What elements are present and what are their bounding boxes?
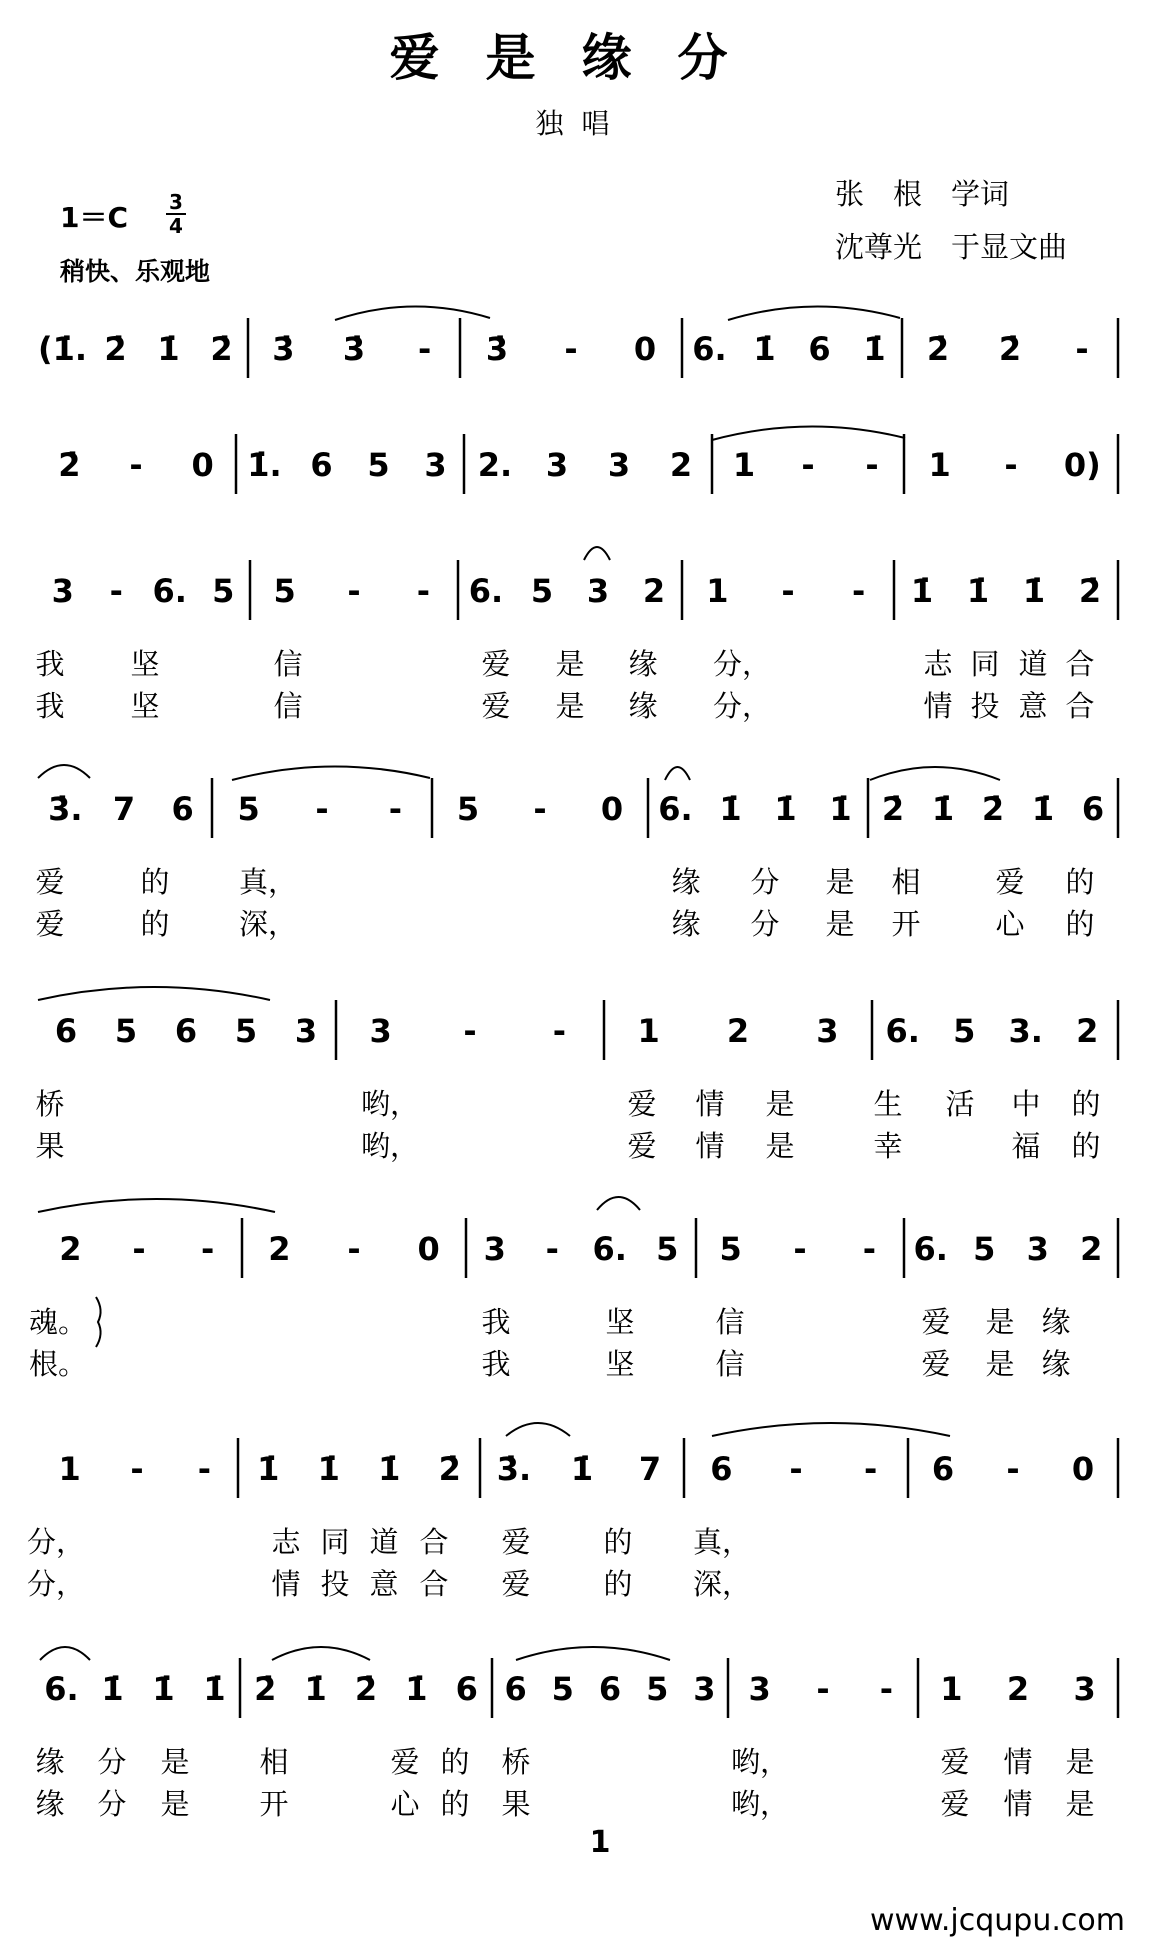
- lyric-char: 的: [1065, 907, 1095, 941]
- lyric-char: 真，: [238, 865, 298, 899]
- note: 1̇: [317, 1450, 340, 1488]
- note: 6.: [592, 1230, 627, 1268]
- lyric-char: 的: [140, 907, 170, 941]
- song-subtitle: 独唱: [535, 107, 628, 140]
- note: 1: [706, 572, 729, 610]
- note: 2: [1006, 1670, 1030, 1708]
- lyric-char: 是: [825, 865, 855, 899]
- note: -: [315, 790, 329, 828]
- lyric-char: 福: [1011, 1129, 1041, 1163]
- note: 2̇: [104, 330, 127, 368]
- lyric-char: 哟，: [360, 1129, 420, 1163]
- note: 2̇: [881, 790, 905, 828]
- note: -: [130, 1450, 144, 1488]
- lyric-char: 爱: [995, 865, 1025, 899]
- note: -: [109, 572, 123, 610]
- note: 2̇: [254, 1670, 277, 1708]
- note: 1̇: [257, 1450, 280, 1488]
- note: -: [347, 1230, 361, 1268]
- note: 0: [633, 330, 657, 368]
- slur: [712, 1423, 950, 1436]
- lyric-char: 相: [891, 865, 921, 899]
- lyric-char: 果: [501, 1787, 531, 1821]
- lyric-char: 爱: [35, 865, 65, 899]
- note: 0: [600, 790, 624, 828]
- tempo-marking: 稍快、乐观地: [60, 257, 211, 286]
- lyric-char: 活: [945, 1087, 975, 1121]
- note: 1̇: [774, 790, 797, 828]
- note: -: [862, 1230, 876, 1268]
- time-signature-top: 3: [169, 190, 183, 214]
- note: 3: [748, 1670, 771, 1708]
- note: 6: [54, 1012, 78, 1050]
- note: -: [852, 572, 866, 610]
- slur: [597, 1197, 640, 1210]
- note: 3: [424, 446, 447, 484]
- lyric-char: 合: [1065, 647, 1095, 681]
- note: 1̇: [1022, 572, 1046, 610]
- note: 1: [58, 1450, 81, 1488]
- lyric-char: 分: [97, 1745, 127, 1779]
- lyric-char: 我: [481, 1347, 511, 1381]
- lyric-char: 心: [390, 1787, 420, 1821]
- lyric-char: 的: [603, 1525, 633, 1559]
- note: -: [552, 1012, 566, 1050]
- lyric-char: 的: [603, 1567, 633, 1601]
- slur: [38, 765, 90, 778]
- note: 6.: [658, 790, 693, 828]
- note: -: [879, 1670, 893, 1708]
- note: -: [781, 572, 795, 610]
- note: 2: [1080, 1230, 1103, 1268]
- lyric-char: 意: [369, 1567, 399, 1601]
- note: 6.: [692, 330, 727, 368]
- note: 2̇: [58, 446, 81, 484]
- note: 2̇: [210, 330, 233, 368]
- note: 2: [59, 1230, 82, 1268]
- lyric-char: 深，: [238, 907, 298, 941]
- note: 5: [953, 1012, 976, 1050]
- note: 6: [174, 1012, 198, 1050]
- lyric-char: 是: [555, 689, 585, 723]
- lyric-char: 爱: [921, 1305, 951, 1339]
- lyric-char: 坚: [130, 689, 160, 723]
- lyric-char: 哟，: [730, 1787, 790, 1821]
- note: 5: [212, 572, 235, 610]
- lyric-char: 的: [440, 1745, 470, 1779]
- note: 1̇: [405, 1670, 428, 1708]
- note: -: [416, 572, 430, 610]
- lyric-char: 分，: [712, 647, 772, 681]
- note: 3: [369, 1012, 392, 1050]
- lyric-char: 爱: [921, 1347, 951, 1381]
- note: 1̇: [203, 1670, 226, 1708]
- lyric-char: 爱: [940, 1787, 970, 1821]
- note: -: [418, 330, 432, 368]
- composer-credit: 沈尊光 于显文曲: [835, 230, 1068, 264]
- note: 3: [545, 446, 569, 484]
- note: -: [132, 1230, 146, 1268]
- note: 3: [294, 1012, 318, 1050]
- lyric-char: 分: [750, 865, 780, 899]
- lyric-char: 分: [750, 907, 780, 941]
- note: 2̇: [438, 1450, 461, 1488]
- lyric-char: 合: [419, 1567, 449, 1601]
- note: -: [201, 1230, 215, 1268]
- note: 5: [237, 790, 260, 828]
- note: 1̇.: [247, 446, 282, 484]
- slur: [584, 547, 610, 560]
- page-number: 1: [589, 1825, 611, 1860]
- lyric-char: 桥: [501, 1745, 531, 1779]
- note: 5: [973, 1230, 996, 1268]
- lyric-char: 是: [985, 1347, 1015, 1381]
- lyric-char: 相: [259, 1745, 289, 1779]
- note: -: [564, 330, 578, 368]
- note: 1: [940, 1670, 963, 1708]
- note: -: [864, 1450, 878, 1488]
- lyric-char: 道: [1018, 647, 1048, 681]
- note: 3̇.: [48, 790, 83, 828]
- note: 2̇: [926, 330, 950, 368]
- lyric-char: 情: [1003, 1745, 1033, 1779]
- lyric-char: 缘: [628, 689, 658, 723]
- lyric-char: 爱: [35, 907, 65, 941]
- note: 3: [816, 1012, 839, 1050]
- slur: [712, 426, 905, 440]
- lyric-char: 的: [1071, 1087, 1101, 1121]
- lyric-char: 志: [271, 1525, 301, 1559]
- lyric-char: 情: [695, 1087, 725, 1121]
- note: -: [789, 1450, 803, 1488]
- note: -: [129, 446, 143, 484]
- lyric-char: 合: [419, 1525, 449, 1559]
- lyric-char: 哟，: [360, 1087, 420, 1121]
- note: 3: [1073, 1670, 1096, 1708]
- lyric-char: 桥: [35, 1087, 65, 1121]
- lyric-char: 信: [715, 1305, 745, 1339]
- lyric-char: 中: [1011, 1087, 1041, 1121]
- lyric-char: 坚: [130, 647, 160, 681]
- lyric-char: 坚: [605, 1347, 635, 1381]
- lyric-char: 心: [995, 907, 1025, 941]
- note: 0: [191, 446, 214, 484]
- note: 2.: [477, 446, 513, 484]
- note: 1̇: [570, 1450, 594, 1488]
- note: 3: [693, 1670, 716, 1708]
- lyric-char: 爱: [481, 689, 511, 723]
- note: 2: [642, 572, 666, 610]
- note: 6: [1081, 790, 1105, 828]
- lyric-char: 爱: [501, 1567, 531, 1601]
- lyric-char: 我: [35, 647, 65, 681]
- lyric-char: 是: [555, 647, 585, 681]
- slur: [38, 987, 270, 1000]
- note: 3̇: [272, 330, 295, 368]
- lyric-char: 合: [1065, 689, 1095, 723]
- note: 1: [928, 446, 951, 484]
- note: -: [347, 572, 361, 610]
- lyric-char: 我: [35, 689, 65, 723]
- note: 6.: [913, 1230, 948, 1268]
- lyric-char: 缘: [671, 907, 701, 941]
- note: 5: [719, 1230, 742, 1268]
- lyric-char: 缘: [628, 647, 658, 681]
- lyric-char: 开: [891, 907, 921, 941]
- slur: [506, 1423, 570, 1436]
- note: 6: [931, 1450, 955, 1488]
- lyric-char: 开: [259, 1787, 289, 1821]
- note: 1̇: [719, 790, 742, 828]
- lyric-char: 幸: [873, 1129, 903, 1163]
- note: 6: [171, 790, 194, 828]
- note: 6: [710, 1450, 733, 1488]
- lyric-char: 同: [970, 647, 1000, 681]
- lyric-char: 志: [923, 647, 953, 681]
- lyric-char: 爱: [481, 647, 511, 681]
- lyric-char: 分: [97, 1787, 127, 1821]
- note: 7: [638, 1450, 662, 1488]
- note: 3.: [1008, 1012, 1043, 1050]
- note: -: [197, 1450, 211, 1488]
- lyric-char: 缘: [1041, 1347, 1071, 1381]
- note: 6.: [152, 572, 187, 610]
- lyric-char: 投: [970, 689, 1000, 723]
- note: 3̇.: [496, 1450, 532, 1488]
- note: 1̇: [910, 572, 934, 610]
- note: 5: [367, 446, 390, 484]
- note: 3: [1026, 1230, 1049, 1268]
- note: (1̇.: [37, 330, 88, 368]
- note: 6.: [44, 1670, 79, 1708]
- note: 2̇: [1078, 572, 1102, 610]
- page-title: 爱是缘分: [389, 28, 774, 87]
- note: -: [388, 790, 402, 828]
- lyric-char: 哟，: [730, 1745, 790, 1779]
- note: 1̇: [863, 330, 886, 368]
- lyric-char: 分，: [26, 1567, 86, 1601]
- lyric-char: 爱: [390, 1745, 420, 1779]
- note: 5: [551, 1670, 574, 1708]
- note: 2: [268, 1230, 291, 1268]
- lyric-char: 缘: [671, 865, 701, 899]
- note: 6.: [468, 572, 504, 610]
- note: -: [1006, 1450, 1020, 1488]
- note: 6: [455, 1670, 478, 1708]
- lyric-char: 缘: [35, 1787, 65, 1821]
- note: 1̇: [753, 330, 776, 368]
- lyric-char: 的: [140, 865, 170, 899]
- lyric-char: 魂。: [28, 1305, 88, 1339]
- time-signature-bottom: 4: [169, 214, 183, 238]
- note: 2: [1076, 1012, 1099, 1050]
- lyric-char: 是: [765, 1087, 795, 1121]
- note: 3: [51, 572, 74, 610]
- lyric-char: 情: [695, 1129, 725, 1163]
- note: 5: [646, 1670, 669, 1708]
- note: 2: [726, 1012, 750, 1050]
- note: 6: [808, 330, 831, 368]
- lyric-char: 坚: [605, 1305, 635, 1339]
- lyric-char: 我: [481, 1305, 511, 1339]
- note: 1̇: [101, 1670, 124, 1708]
- note: 1̇: [157, 330, 180, 368]
- note: 6.: [885, 1012, 920, 1050]
- slur: [40, 1647, 90, 1660]
- lyric-char: 信: [273, 647, 303, 681]
- slur: [665, 767, 690, 780]
- lyric-char: 是: [765, 1129, 795, 1163]
- note: 1: [732, 446, 756, 484]
- lyric-char: 道: [369, 1525, 399, 1559]
- lyric-char: 是: [985, 1305, 1015, 1339]
- slur: [272, 1647, 370, 1660]
- note: 5: [456, 790, 480, 828]
- lyric-char: 的: [1071, 1129, 1101, 1163]
- slur: [232, 766, 430, 780]
- lyric-char: 缘: [35, 1745, 65, 1779]
- lyric-char: 真，: [692, 1525, 752, 1559]
- lyric-char: 是: [1065, 1745, 1095, 1779]
- lyric-char: 信: [273, 689, 303, 723]
- slur: [38, 1199, 275, 1212]
- key-signature: 1＝C: [60, 201, 129, 234]
- note: 3: [607, 446, 631, 484]
- note: 1̇: [829, 790, 852, 828]
- lyric-char: 分，: [712, 689, 772, 723]
- note: 5: [114, 1012, 138, 1050]
- note: 1̇: [966, 572, 990, 610]
- note: 1̇: [304, 1670, 327, 1708]
- verse-brace: [96, 1297, 101, 1347]
- slur: [335, 306, 490, 320]
- note: 2: [669, 446, 693, 484]
- slur: [728, 306, 900, 320]
- lyric-char: 是: [160, 1745, 190, 1779]
- note: 2̇: [981, 790, 1005, 828]
- note: 1̇: [931, 790, 955, 828]
- slur: [516, 1647, 670, 1660]
- lyric-char: 爱: [501, 1525, 531, 1559]
- note: 5: [656, 1230, 679, 1268]
- note: 1: [637, 1012, 660, 1050]
- note: -: [801, 446, 815, 484]
- lyric-char: 投: [320, 1567, 350, 1601]
- note: -: [1075, 330, 1089, 368]
- note: 1̇: [378, 1450, 401, 1488]
- note: -: [463, 1012, 477, 1050]
- lyric-char: 果: [35, 1129, 65, 1163]
- watermark: www.jcqupu.com: [870, 1903, 1125, 1938]
- lyric-char: 意: [1018, 689, 1048, 723]
- note: 3̇: [342, 330, 366, 368]
- lyric-char: 缘: [1041, 1305, 1071, 1339]
- note: 0: [1071, 1450, 1095, 1488]
- lyric-char: 爱: [627, 1087, 657, 1121]
- note: 3̇: [485, 330, 509, 368]
- lyric-char: 的: [1065, 865, 1095, 899]
- lyric-char: 是: [1065, 1787, 1095, 1821]
- lyric-char: 爱: [940, 1745, 970, 1779]
- lyric-char: 分，: [26, 1525, 86, 1559]
- lyric-char: 是: [825, 907, 855, 941]
- note: -: [545, 1230, 559, 1268]
- lyric-char: 情: [271, 1567, 301, 1601]
- note: 6: [504, 1670, 527, 1708]
- slur: [870, 767, 1000, 780]
- note: 7: [112, 790, 136, 828]
- note: 6: [598, 1670, 622, 1708]
- lyric-char: 爱: [627, 1129, 657, 1163]
- note: 3: [586, 572, 610, 610]
- note: 2̇: [354, 1670, 378, 1708]
- note: -: [793, 1230, 807, 1268]
- note: 1̇: [152, 1670, 175, 1708]
- note: 5: [273, 572, 296, 610]
- lyric-char: 情: [923, 689, 953, 723]
- lyric-char: 信: [715, 1347, 745, 1381]
- note: -: [816, 1670, 830, 1708]
- lyric-char: 生: [873, 1087, 903, 1121]
- note: 3: [483, 1230, 506, 1268]
- note: -: [1004, 446, 1018, 484]
- lyric-char: 的: [440, 1787, 470, 1821]
- note: 0: [417, 1230, 440, 1268]
- note: -: [865, 446, 879, 484]
- note: 6: [310, 446, 333, 484]
- lyric-char: 是: [160, 1787, 190, 1821]
- note: 2̇: [998, 330, 1022, 368]
- lyric-char: 情: [1003, 1787, 1033, 1821]
- lyric-char: 深，: [692, 1567, 752, 1601]
- lyric-char: 根。: [28, 1347, 88, 1381]
- lyric-char: 同: [320, 1525, 350, 1559]
- note: 5: [234, 1012, 258, 1050]
- note: -: [533, 790, 547, 828]
- note: 0): [1063, 446, 1101, 484]
- lyricist-credit: 张 根 学词: [835, 177, 1010, 211]
- note: 1̇: [1031, 790, 1055, 828]
- note: 5: [530, 572, 554, 610]
